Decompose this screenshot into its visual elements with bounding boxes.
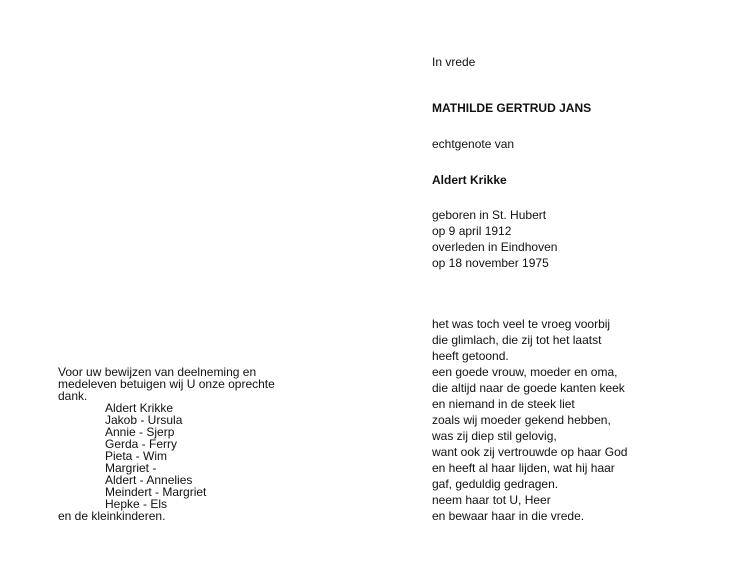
poem-line: die altijd naar de goede kanten keek (432, 381, 625, 395)
poem-line: was zij diep stil gelovig, (432, 429, 557, 443)
poem-line: het was toch veel te vroeg voorbij (432, 317, 611, 331)
thanks-line: dank. (58, 389, 88, 403)
poem-line: en bewaar haar in die vrede. (432, 509, 585, 523)
family-name: Jakob - Ursula (105, 413, 183, 427)
thanks-line: Voor uw bewijzen van deelneming en (58, 365, 257, 379)
died-place: overleden in Eindhoven (432, 240, 558, 254)
grandchildren-closing: en de kleinkinderen. (58, 509, 166, 523)
deceased-name: MATHILDE GERTRUD JANS (432, 101, 592, 115)
born-place: geboren in St. Hubert (432, 208, 547, 222)
poem-line: die glimlach, die zij tot het laatst (432, 333, 602, 347)
family-name: Aldert Krikke (105, 401, 174, 415)
poem-line: en heeft al haar lijden, wat hij haar (432, 461, 615, 475)
died-date: op 18 november 1975 (432, 256, 549, 270)
family-name: Pieta - Wim (105, 449, 168, 463)
family-name: Annie - Sjerp (105, 425, 175, 439)
born-date: op 9 april 1912 (432, 224, 512, 238)
spouse-name: Aldert Krikke (432, 173, 507, 187)
family-name: Margriet - (105, 461, 157, 475)
poem-line: en niemand in de steek liet (432, 397, 575, 411)
poem-line: een goede vrouw, moeder en oma, (432, 365, 618, 379)
family-name: Hepke - Els (105, 497, 168, 511)
spouse-label: echtgenote van (432, 137, 515, 151)
poem-line: gaf, geduldig gedragen. (432, 477, 559, 491)
family-name: Aldert - Annelies (105, 473, 193, 487)
poem-line: zoals wij moeder gekend hebben, (432, 413, 611, 427)
family-name: Gerda - Ferry (105, 437, 178, 451)
poem-line: neem haar tot U, Heer (432, 493, 551, 507)
poem-line: want ook zij vertrouwde op haar God (432, 445, 628, 459)
poem-line: heeft getoond. (432, 349, 509, 363)
family-name: Meindert - Margriet (105, 485, 207, 499)
thanks-line: medeleven betuigen wij U onze oprechte (58, 377, 275, 391)
in-vrede-heading: In vrede (432, 55, 476, 69)
